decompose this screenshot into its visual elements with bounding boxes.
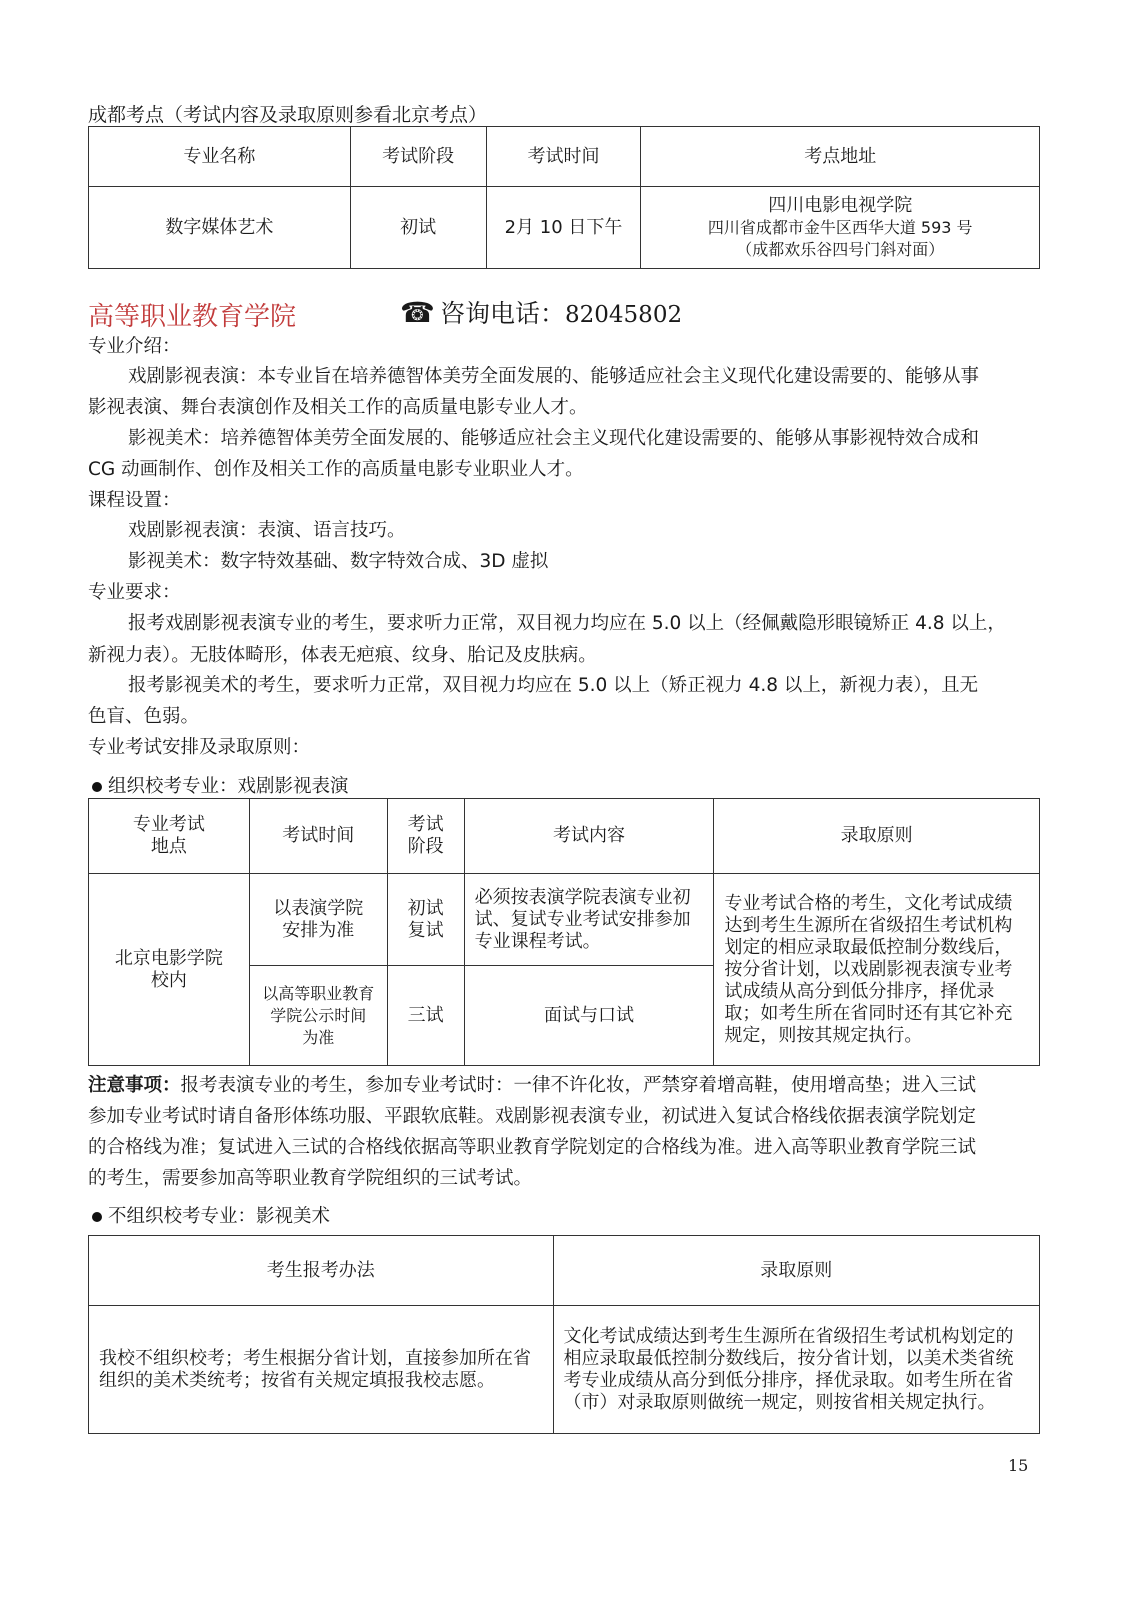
header-principle: 录取原则 — [714, 799, 1040, 874]
requirements-heading: 专业要求： — [88, 582, 181, 603]
cell-content-2: 面试与口试 — [464, 966, 714, 1066]
cell-principle: 文化考试成绩达到考生生源所在省级招生考试机构划定的相应录取最低控制分数线后，按分省计划，以美术类省统考专业成绩从高分到低分排序，择优录取。如考生所在省（市）对录取原则做统一规定，则按省相关规定执行。 — [553, 1306, 1040, 1434]
header-address: 考点地址 — [641, 127, 1040, 187]
college-name: 高等职业教育学院 — [88, 302, 297, 332]
requirements-r2-line2: 色盲、色弱。 — [88, 706, 200, 727]
art-exam-table — [88, 1235, 1040, 1434]
intro-p2-line2: CG 动画制作、创作及相关工作的高质量电影专业职业人才。 — [88, 459, 584, 480]
table-header-row — [89, 1236, 1040, 1306]
cell-stage-2: 三试 — [387, 966, 464, 1066]
address-note: （成都欢乐谷四号门斜对面） — [736, 239, 945, 259]
cell-content-1: 必须按表演学院表演专业初试、复试专业考试安排参加专业课程考试。 — [464, 874, 714, 966]
phone-label: 咨询电话： — [440, 299, 566, 328]
cell-method: 我校不组织校考；考生根据分省计划，直接参加所在省组织的美术类统考；按省有关规定填报我校志愿。 — [89, 1306, 554, 1434]
intro-heading: 专业介绍： — [88, 336, 181, 357]
phone-number: 82045802 — [565, 302, 683, 328]
acting-exam-table — [88, 798, 1040, 1066]
requirements-r1-line1: 报考戏剧影视表演专业的考生，要求听力正常，双目视力均应在 5.0 以上（经佩戴隐形眼镜矫正 4.8 以上， — [128, 613, 1006, 634]
chengdu-section-title: 成都考点（考试内容及录取原则参看北京考点） — [88, 104, 488, 126]
header-content: 考试内容 — [464, 799, 714, 874]
cell-address — [641, 187, 1040, 269]
table-row — [89, 1306, 1040, 1434]
cell-major: 数字媒体艺术 — [89, 187, 351, 269]
header-principle: 录取原则 — [553, 1236, 1040, 1306]
chengdu-exam-table — [88, 126, 1040, 269]
address-street: 四川省成都市金牛区西华大道 593 号 — [707, 217, 973, 237]
intro-p1-line1: 戏剧影视表演：本专业旨在培养德智体美劳全面发展的、能够适应社会主义现代化建设需要的、能够从事 — [128, 366, 980, 387]
requirements-r1-line2: 新视力表）。无肢体畸形，体表无疤痕、纹身、胎记及皮肤病。 — [88, 645, 597, 666]
header-method: 考生报考办法 — [89, 1236, 554, 1306]
bullet-school-exam-label: 组织校考专业：戏剧影视表演 — [108, 776, 349, 797]
cell-time: 2月 10 日下午 — [486, 187, 641, 269]
cell-time-2: 以高等职业教育 学院公示时间 为准 — [249, 966, 387, 1066]
intro-p2-line1: 影视美术：培养德智体美劳全面发展的、能够适应社会主义现代化建设需要的、能够从事影视特效合成和 — [128, 428, 980, 449]
cell-stage-1: 初试 复试 — [387, 874, 464, 966]
table-row — [89, 187, 1040, 269]
notice-line1 — [88, 1075, 1040, 1097]
table-header-row — [89, 799, 1040, 874]
courses-heading: 课程设置： — [88, 490, 181, 511]
notice-line2: 参加专业考试时请自备形体练功服、平跟软底鞋。戏剧影视表演专业，初试进入复试合格线依据表演学院划定 — [88, 1106, 977, 1127]
phone-icon: ☎ — [400, 296, 435, 329]
header-major: 专业名称 — [89, 127, 351, 187]
header-stage: 考试 阶段 — [387, 799, 464, 874]
requirements-r2-line1: 报考影视美术的考生，要求听力正常，双目视力均应在 5.0 以上（矫正视力 4.8 以上，新视力表），且无 — [128, 675, 979, 696]
address-school: 四川电影电视学院 — [768, 194, 913, 216]
bullet-school-exam — [92, 772, 349, 798]
header-stage: 考试阶段 — [350, 127, 486, 187]
bullet-dot-icon — [92, 1212, 102, 1222]
header-location: 专业考试 地点 — [89, 799, 250, 874]
college-header — [88, 294, 1040, 334]
notice-text-1: 报考表演专业的考生，参加专业考试时：一律不许化妆，严禁穿着增高鞋，使用增高垫；进入三试 — [180, 1075, 977, 1096]
header-time: 考试时间 — [486, 127, 641, 187]
cell-location: 北京电影学院 校内 — [89, 874, 250, 1066]
table-row — [89, 874, 1040, 966]
courses-art: 影视美术：数字特效基础、数字特效合成、3D 虚拟 — [128, 551, 549, 572]
document-page — [88, 0, 1040, 1600]
bullet-dot-icon — [92, 782, 102, 792]
cell-time-1: 以表演学院 安排为准 — [249, 874, 387, 966]
phone-info — [400, 294, 682, 330]
bullet-no-school-exam-label: 不组织校考专业：影视美术 — [108, 1206, 331, 1227]
notice-line4: 的考生，需要参加高等职业教育学院组织的三试考试。 — [88, 1168, 533, 1189]
arrangement-heading: 专业考试安排及录取原则： — [88, 737, 311, 758]
cell-stage: 初试 — [350, 187, 486, 269]
table-header-row — [89, 127, 1040, 187]
cell-principle: 专业考试合格的考生，文化考试成绩达到考生生源所在省级招生考试机构划定的相应录取最低控制分数线后，按分省计划，以戏剧影视表演专业考试成绩从高分到低分排序，择优录取；如考生所在省同时还有其它补充规定，则按其规定执行。 — [714, 874, 1040, 1066]
notice-label: 注意事项： — [88, 1075, 181, 1096]
header-time: 考试时间 — [249, 799, 387, 874]
courses-acting: 戏剧影视表演：表演、语言技巧。 — [128, 520, 406, 541]
page-number: 15 — [1008, 1456, 1029, 1475]
intro-p1-line2: 影视表演、舞台表演创作及相关工作的高质量电影专业人才。 — [88, 397, 588, 418]
bullet-no-school-exam — [92, 1202, 330, 1228]
notice-line3: 的合格线为准；复试进入三试的合格线依据高等职业教育学院划定的合格线为准。进入高等职业教育学院三试 — [88, 1137, 977, 1158]
